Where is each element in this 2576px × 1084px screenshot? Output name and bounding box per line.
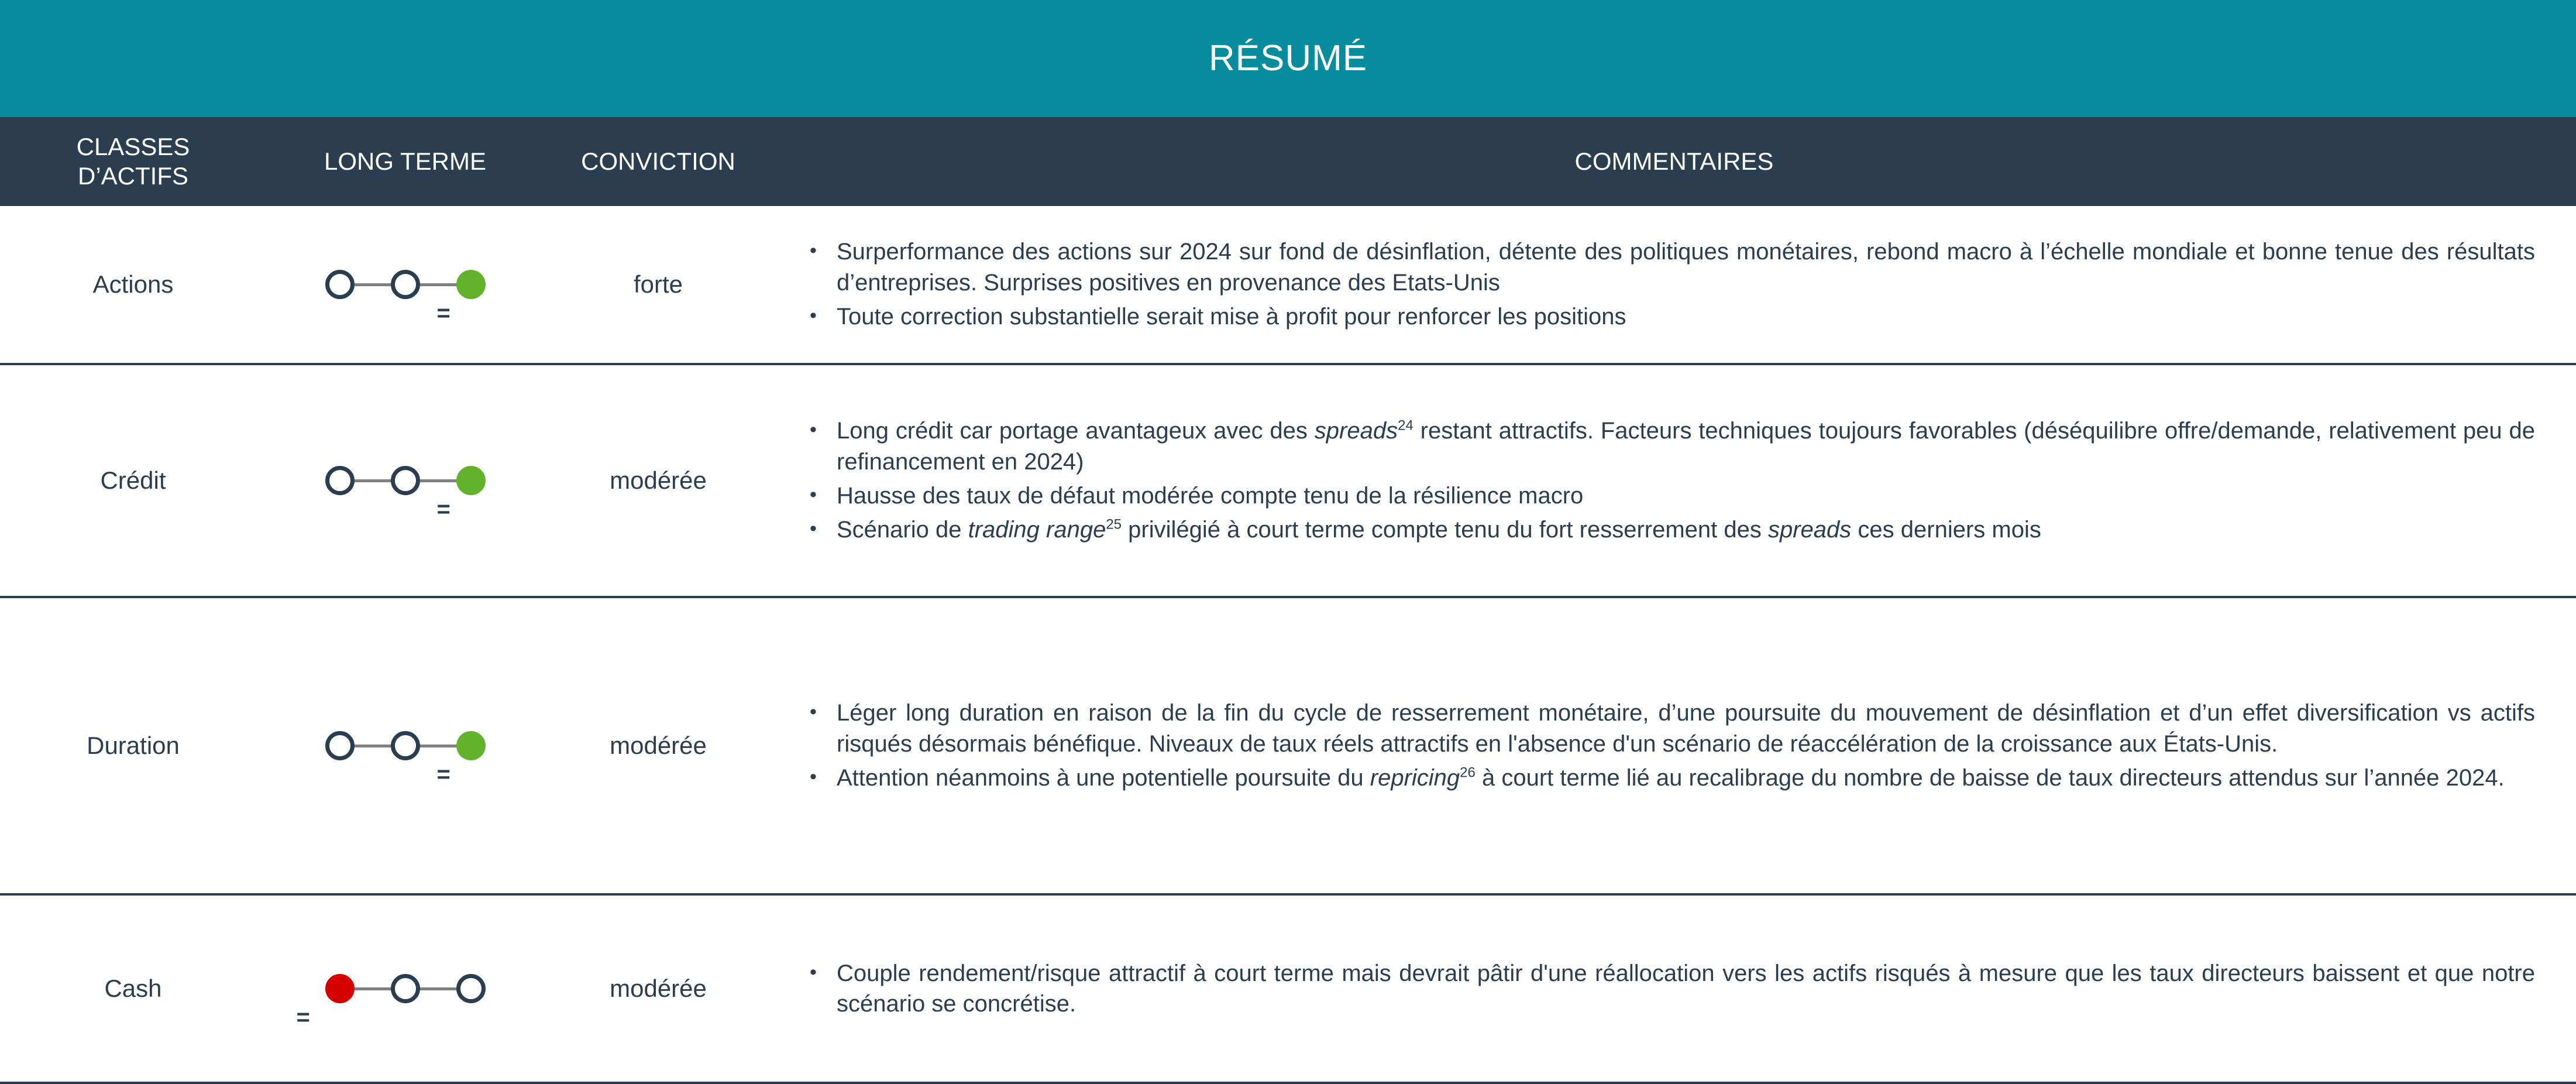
comments-list — [806, 416, 2535, 546]
long-term-indicator — [288, 702, 522, 790]
comment-text: Scénario de — [837, 517, 968, 543]
comment-text: Toute correction substantielle serait mise à profit pour renforcer les positions — [837, 304, 1626, 330]
indicator-dot-1 — [325, 270, 355, 299]
comment-bullet — [806, 698, 2535, 759]
comments-cell — [772, 896, 2576, 1082]
indicator-track — [325, 463, 486, 498]
comments-list — [806, 698, 2535, 793]
comment-text: privilégié à court terme compte tenu du fort resserrement des — [1122, 517, 1768, 543]
comments-cell — [772, 598, 2576, 893]
column-header-comments: COMMENTAIRES — [1574, 147, 1774, 176]
comment-text: Couple rendement/risque attractif à court terme mais devrait pâtir d'une réallocation vers les actifs risqués à mesure que les taux directeurs baissent et que notre scénario se concrétise. — [837, 960, 2535, 1017]
conviction-cell — [544, 206, 772, 363]
comment-bullet — [806, 514, 2535, 545]
indicator-dot-2 — [391, 270, 420, 299]
comment-text: restant attractifs. Facteurs techniques toujours favorables (déséquilibre offre/demande, relativement peu de refinancement en 2024) — [837, 418, 2536, 475]
conviction-label: modérée — [610, 466, 707, 494]
indicator-marker-equals: = — [436, 300, 450, 326]
footnote-ref: 25 — [1106, 517, 1122, 533]
comment-text: Hausse des taux de défaut modérée compte tenu de la résilience macro — [837, 483, 1584, 509]
page-title: RÉSUMÉ — [1208, 38, 1368, 78]
asset-class-label: Cash — [104, 975, 162, 1002]
column-header-long-term: LONG TERME — [324, 147, 486, 176]
comment-term-italic: repricing — [1370, 765, 1460, 791]
table-body — [0, 206, 2576, 1084]
conviction-label: forte — [633, 270, 683, 298]
indicator-dot-1 — [325, 731, 355, 760]
comment-bullet — [806, 763, 2535, 793]
conviction-label: modérée — [610, 732, 707, 759]
conviction-cell — [544, 598, 772, 893]
indicator-track — [325, 971, 486, 1006]
indicator-dot-3-active — [456, 466, 486, 495]
comment-bullet — [806, 301, 2535, 332]
indicator-marker-equals: = — [436, 496, 450, 522]
comment-bullet — [806, 236, 2535, 298]
indicator-track — [325, 267, 486, 302]
comment-text: Attention néanmoins à une potentielle poursuite du — [837, 765, 1370, 791]
comment-text: Léger long duration en raison de la fin du cycle de resserrement monétaire, d’une poursuite du mouvement de désinflation et d’un effet diversification vs actifs risqués désormais bénéfique. Niveaux de taux réels attractifs en l'absence d'un scénario de réaccélération de la croissance aux États-Unis. — [837, 700, 2535, 757]
conviction-cell — [544, 365, 772, 596]
comment-bullet — [806, 958, 2535, 1020]
comment-text: à court terme lié au recalibrage du nombre de baisse de taux directeurs attendus sur l’année 2024. — [1475, 765, 2505, 791]
long-term-cell — [266, 365, 544, 596]
indicator-connector-2 — [418, 479, 459, 482]
indicator-track — [325, 728, 486, 763]
indicator-dot-2 — [391, 466, 420, 495]
comment-bullet — [806, 481, 2535, 511]
footnote-ref: 26 — [1460, 764, 1476, 781]
asset-class-label: Duration — [87, 732, 180, 759]
indicator-dot-2 — [391, 731, 420, 760]
comments-cell — [772, 206, 2576, 363]
indicator-dot-3-active — [456, 731, 486, 760]
comment-text: Long crédit car portage avantageux avec des — [837, 418, 1315, 444]
table-row — [0, 365, 2576, 598]
comment-term-italic: spreads — [1314, 418, 1398, 444]
indicator-connector-1 — [352, 987, 393, 990]
indicator-dot-1-active — [325, 974, 355, 1003]
long-term-indicator — [288, 437, 522, 524]
asset-class-cell — [0, 206, 266, 363]
asset-class-label: Actions — [92, 270, 174, 298]
column-header-asset-class-line1: CLASSES — [76, 133, 190, 161]
indicator-connector-1 — [352, 479, 393, 482]
title-banner — [0, 0, 2576, 117]
indicator-connector-2 — [418, 283, 459, 286]
long-term-cell — [266, 598, 544, 893]
indicator-connector-2 — [418, 987, 459, 990]
indicator-connector-1 — [352, 745, 393, 747]
comment-text: ces derniers mois — [1851, 517, 2041, 543]
comment-text: Surperformance des actions sur 2024 sur fond de désinflation, détente des politiques monétaires, rebond macro à l’échelle mondiale et bonne tenue des résultats d’entreprises. Surprises positives en provenance des Etats-Unis — [837, 239, 2535, 296]
asset-class-cell — [0, 365, 266, 596]
table-row — [0, 206, 2576, 365]
asset-class-label: Crédit — [100, 466, 166, 494]
footnote-ref: 24 — [1398, 417, 1413, 434]
asset-class-cell — [0, 598, 266, 893]
table-row — [0, 896, 2576, 1084]
long-term-cell — [266, 206, 544, 363]
table-row — [0, 598, 2576, 896]
comments-list — [806, 958, 2535, 1020]
asset-class-cell — [0, 896, 266, 1082]
indicator-connector-1 — [352, 283, 393, 286]
indicator-dot-3 — [456, 974, 486, 1003]
comments-list — [806, 236, 2535, 332]
column-header-asset-class — [0, 132, 266, 190]
column-header-asset-class-line2: D’ACTIFS — [78, 162, 188, 190]
column-header-conviction: CONVICTION — [581, 147, 735, 176]
comment-term-italic: trading range — [968, 517, 1106, 543]
indicator-dot-1 — [325, 466, 355, 495]
long-term-indicator — [288, 241, 522, 328]
indicator-dot-2 — [391, 974, 420, 1003]
comment-term-italic: spreads — [1767, 517, 1852, 543]
indicator-dot-3-active — [456, 270, 486, 299]
indicator-marker-equals: = — [296, 1004, 310, 1030]
comment-bullet — [806, 416, 2535, 477]
long-term-indicator — [288, 945, 522, 1032]
comments-cell — [772, 365, 2576, 596]
indicator-marker-equals: = — [436, 761, 450, 787]
indicator-connector-2 — [418, 745, 459, 747]
conviction-label: modérée — [610, 975, 707, 1002]
table-header-row — [0, 117, 2576, 206]
conviction-cell — [544, 896, 772, 1082]
long-term-cell — [266, 896, 544, 1082]
